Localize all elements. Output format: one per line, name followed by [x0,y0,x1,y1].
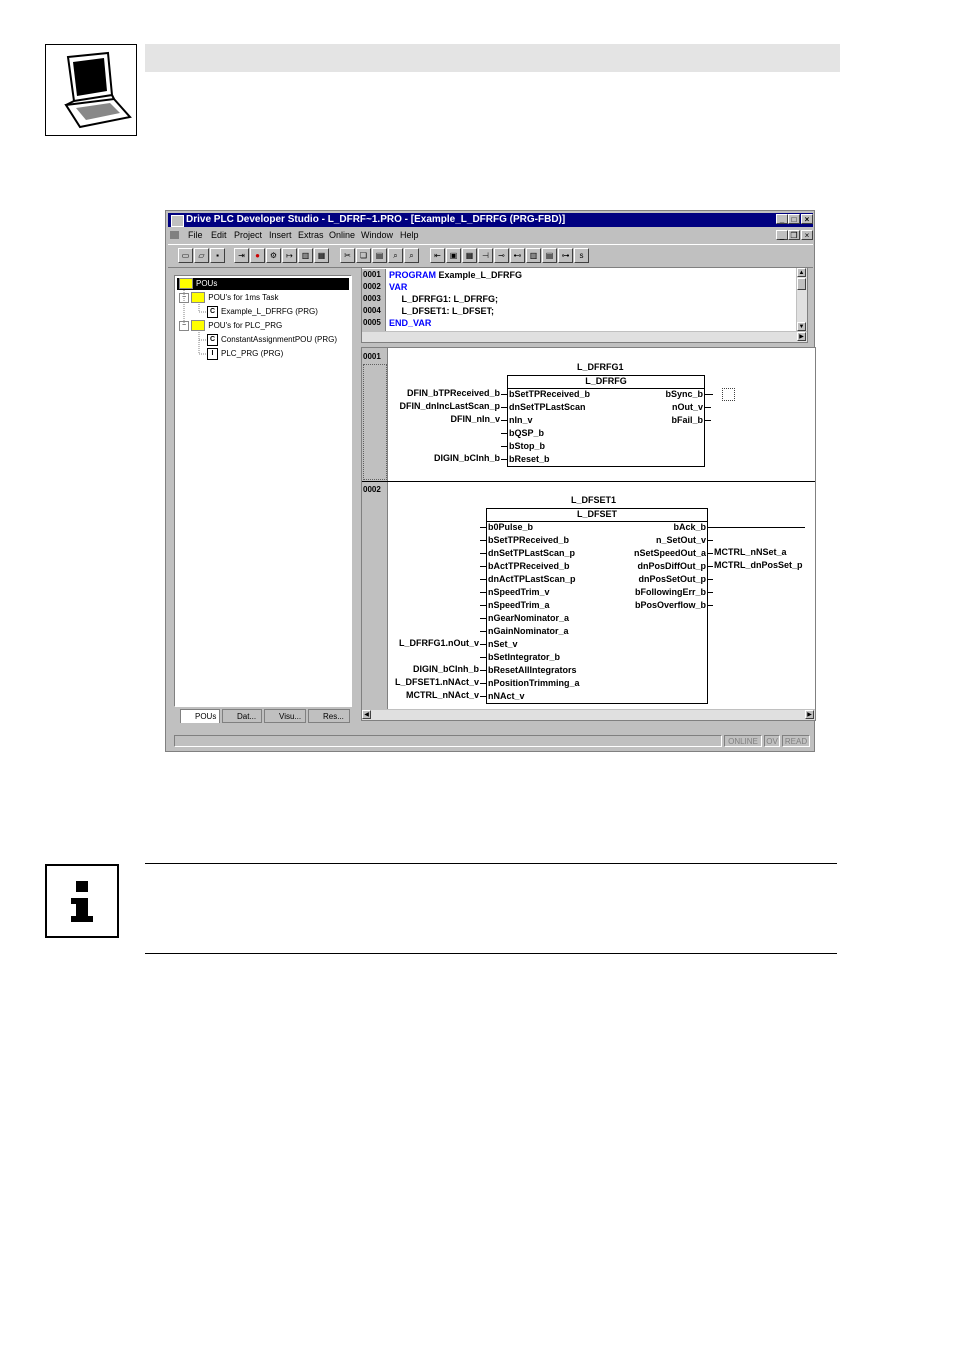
input-variable[interactable]: DIGIN_bCInh_b [433,453,500,463]
menu-insert[interactable]: Insert [269,230,292,240]
input-icon[interactable]: ▦ [462,248,477,263]
status-ov: OV [764,735,780,747]
fb-input-pin[interactable]: nSpeedTrim_v [488,587,550,597]
fb-input-pin[interactable]: dnSetTPLastScan_p [488,548,576,558]
output-icon[interactable]: ⊣ [478,248,493,263]
maximize-icon[interactable]: □ [788,214,800,224]
expand-icon[interactable]: − [179,321,189,331]
wire [480,553,486,554]
cut-icon[interactable]: ✂ [340,248,355,263]
negate-icon[interactable]: ▤ [542,248,557,263]
scroll-down-icon[interactable]: ▼ [798,324,805,330]
pou-icon: I [207,348,218,360]
fb-input-pin[interactable]: nSpeedTrim_a [488,600,550,610]
wire [480,592,486,593]
fb-output-pin[interactable]: dnPosDiffOut_p [637,561,706,571]
code-text: L_DFRFG1: L_DFRFG; [389,294,498,304]
fb-input-pin[interactable]: nIn_v [509,415,533,425]
input-variable[interactable]: DFIN_nIn_v [450,414,500,424]
wire [480,657,486,658]
fb-input-pin[interactable]: nGearNominator_a [488,613,570,623]
line-number: 0001 [362,269,386,281]
code-line [389,305,494,317]
child-close-icon[interactable]: × [801,230,813,240]
line-number: 0004 [362,305,386,317]
menu-online[interactable]: Online [329,230,356,240]
note-top-rule [145,863,837,864]
function-block-icon[interactable]: ▥ [526,248,541,263]
wire [705,394,713,395]
tree-label: POU's for PLC_PRG [208,321,283,330]
fb-input-pin[interactable]: bSetIntegrator_b [488,652,561,662]
fb-input-pin[interactable]: bQSP_b [509,428,545,438]
scroll-right-icon[interactable]: ▶ [797,332,806,341]
breakpoint-icon[interactable]: ▥ [298,248,313,263]
new-file-icon[interactable]: ▭ [178,248,193,263]
fb-output-pin[interactable]: bFollowingErr_b [635,587,706,597]
pou-icon: C [207,306,218,318]
tree-label: ConstantAssignmentPOU (PRG) [221,335,338,345]
code-line [389,269,522,281]
declaration-editor[interactable] [361,267,808,343]
scroll-up-icon[interactable]: ▲ [798,270,805,276]
fb-output-pin[interactable]: dnPosSetOut_p [638,574,706,584]
wire [501,407,507,408]
expand-icon[interactable]: − [179,293,189,303]
wire [480,579,486,580]
output-variable[interactable]: MCTRL_nNSet_a [714,547,787,557]
menu-window[interactable]: Window [361,230,394,240]
empty-output-placeholder[interactable] [722,388,735,401]
page-header-bar [145,44,840,72]
line-number: 0002 [362,281,386,293]
tab-pous[interactable] [180,709,220,723]
fb-output-pin[interactable]: bPosOverflow_b [634,600,706,610]
box-icon[interactable]: ▣ [446,248,461,263]
line-number: 0005 [362,317,386,329]
set-icon[interactable]: s [574,248,589,263]
code-text: L_DFSET1: L_DFSET; [389,306,495,316]
wire [501,394,507,395]
function-block-l-dfrfg[interactable] [507,375,705,467]
app-window [165,210,815,752]
network-icon[interactable]: ⇤ [430,248,445,263]
wire [480,540,486,541]
wire [480,631,486,632]
pou-icon: C [207,334,218,346]
keyword: PROGRAM [389,270,436,280]
tab-label: Visu... [279,712,302,721]
wire [501,446,507,447]
wire [705,407,711,408]
fb-output-pin[interactable]: bFail_b [671,415,703,425]
input-variable[interactable]: DFIN_dnIncLastScan_p [399,401,500,411]
network-selection [363,364,387,480]
set-reset-icon[interactable]: ⊶ [558,248,573,263]
code-text: Example_L_DFRFG [436,270,523,280]
tab-label: POUs [195,712,217,721]
step-icon[interactable]: ↦ [282,248,297,263]
tree-label: Example_L_DFRFG (PRG) [221,307,318,317]
fb-input-pin[interactable]: dnSetTPLastScan [509,402,586,412]
status-message [174,735,722,747]
wire [480,696,486,697]
run-icon[interactable]: ⚙ [266,248,281,263]
network-divider [362,481,816,482]
fbd-hscrollbar[interactable] [362,709,815,720]
fb-input-pin[interactable]: nNAct_v [488,691,525,701]
child-minimize-icon[interactable]: _ [776,230,788,240]
fb-input-pin[interactable]: bActTPReceived_b [488,561,570,571]
tree-lines [175,276,235,366]
wire [708,553,713,554]
wire [480,618,486,619]
window-title: Drive PLC Developer Studio - L_DFRF~1.PRO - [Example_L_DFRFG (PRG-FBD)] [186,214,566,225]
jump-icon[interactable]: ⊸ [494,248,509,263]
wire [480,683,486,684]
menu-file[interactable]: File [188,230,203,240]
tree-label: POUs [196,279,218,288]
tree-label: PLC_PRG (PRG) [221,349,284,359]
network-number: 0001 [363,352,381,361]
decl-hscrollbar[interactable] [362,331,807,342]
menu-project[interactable]: Project [234,230,263,240]
fb-input-pin[interactable]: dnActTPLastScan_p [488,574,576,584]
app-icon [171,215,184,227]
code-line [389,293,498,305]
fb-output-pin[interactable]: bAck_b [673,522,706,532]
wire [480,605,486,606]
wire [501,433,507,434]
status-read: READ [782,735,810,747]
open-folder-icon[interactable]: ▱ [194,248,209,263]
menu-bar [168,228,813,242]
keyword: VAR [389,282,408,292]
input-variable[interactable]: MCTRL_nNAct_v [405,690,479,700]
wire [501,459,507,460]
stop-icon[interactable]: ● [250,248,265,263]
network-gutter [362,482,388,714]
scroll-thumb[interactable] [797,278,806,290]
scroll-right-icon[interactable]: ▶ [805,710,814,719]
fb-type: L_DFSET [576,509,617,519]
organizer-tabs [174,709,354,725]
wire [501,420,507,421]
info-icon [45,864,119,938]
function-block-l-dfset[interactable] [486,508,708,704]
menu-edit[interactable]: Edit [211,230,227,240]
wire [705,420,711,421]
wire [480,527,486,528]
child-restore-icon[interactable]: ❐ [788,230,800,240]
fb-output-pin[interactable]: nOut_v [671,402,703,412]
note-bottom-rule [145,953,837,954]
wire [480,670,486,671]
tab-label: Dat... [237,712,257,721]
close-icon[interactable]: × [801,214,813,224]
tab-data-types[interactable] [222,709,262,723]
minimize-icon[interactable]: _ [776,214,788,224]
wire [708,566,713,567]
fb-input-pin[interactable]: bReset_b [509,454,550,464]
fb-input-pin[interactable]: bStop_b [509,441,545,451]
decl-scrollbar[interactable] [796,268,807,332]
status-bar [174,735,814,749]
title-bar [168,213,813,227]
laptop-icon [45,44,137,136]
tab-resources[interactable] [308,709,350,723]
tab-visualizations[interactable] [264,709,306,723]
save-icon[interactable]: ▪ [210,248,225,263]
scroll-left-icon[interactable]: ◀ [362,710,371,719]
input-variable[interactable]: DIGIN_bCInh_b [412,664,479,674]
output-variable[interactable]: MCTRL_dnPosSet_p [714,560,803,570]
fb-input-pin[interactable]: nPositionTrimming_a [488,678,580,688]
find-next-icon[interactable]: ⌕ [404,248,419,263]
fb-input-pin[interactable]: nGainNominator_a [488,626,569,636]
login-icon[interactable]: ⇥ [234,248,249,263]
code-line [389,317,431,329]
wire [708,527,805,528]
copy-icon[interactable]: ❏ [356,248,371,263]
fb-input-pin[interactable]: bSetTPReceived_b [509,389,591,399]
fb-type: L_DFRFG [585,376,627,386]
fbd-editor[interactable] [361,347,816,721]
build-icon[interactable]: ▦ [314,248,329,263]
fb-input-pin[interactable]: nSet_v [488,639,518,649]
wire [708,540,713,541]
wire [708,592,713,593]
toolbar [168,244,813,268]
fb-output-pin[interactable]: nSetSpeedOut_a [633,548,706,558]
fb-instance-name[interactable]: L_DFSET1 [571,495,617,505]
fb-input-pin[interactable]: b0Pulse_b [488,522,534,532]
wire [708,579,713,580]
wire [480,644,486,645]
network-number: 0002 [363,485,381,494]
fb-input-pin[interactable]: bSetTPReceived_b [488,535,570,545]
find-icon[interactable]: ⌕ [388,248,403,263]
keyword: END_VAR [389,318,432,328]
input-variable[interactable]: L_DFSET1.nNAct_v [394,677,479,687]
object-organizer-tree [174,275,352,707]
fb-output-pin[interactable]: n_SetOut_v [655,535,706,545]
tab-label: Res... [323,712,344,721]
status-online: ONLINE [724,735,762,747]
wire [480,566,486,567]
paste-icon[interactable]: ▤ [372,248,387,263]
fb-instance-name[interactable]: L_DFRFG1 [577,362,624,372]
menu-extras[interactable]: Extras [298,230,324,240]
tree-label: POU's for 1ms Task [208,293,279,302]
input-variable[interactable]: L_DFRFG1.nOut_v [398,638,479,648]
wire [708,605,713,606]
fb-input-pin[interactable]: bResetAllIntegrators [488,665,577,675]
fb-output-pin[interactable]: bSync_b [665,389,703,399]
document-icon[interactable] [170,231,179,239]
line-number: 0003 [362,293,386,305]
return-icon[interactable]: ⊷ [510,248,525,263]
code-line [389,281,407,293]
input-variable[interactable]: DFIN_bTPReceived_b [406,388,500,398]
menu-help[interactable]: Help [400,230,419,240]
